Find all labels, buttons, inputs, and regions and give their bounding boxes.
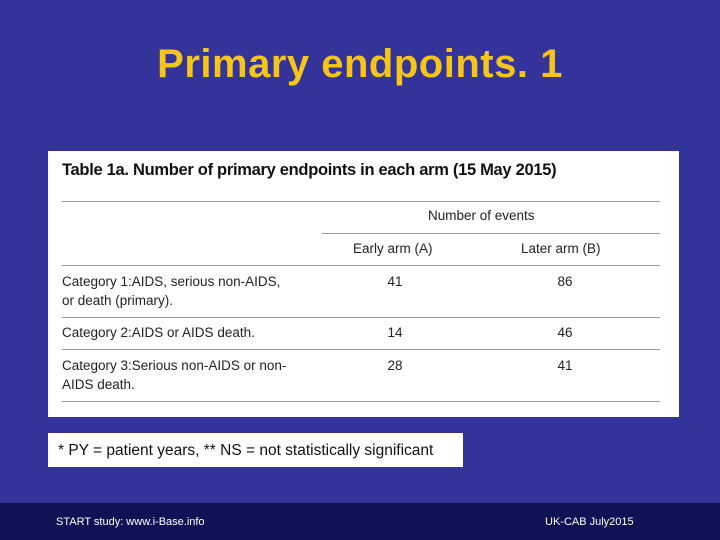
- table-caption: Table 1a. Number of primary endpoints in each arm (15 May 2015): [62, 161, 557, 179]
- row-3-label-line2: AIDS death.: [62, 377, 135, 392]
- endpoints-table: [48, 151, 679, 417]
- header-bottom-rule: [62, 265, 660, 266]
- row-3-later-value: 41: [557, 358, 573, 373]
- footer-event: UK-CAB July2015: [545, 516, 634, 528]
- row-1-early-value: 41: [387, 274, 403, 289]
- footer-source: START study: www.i-Base.info: [56, 516, 205, 528]
- row-2-label-line1: Category 2:AIDS or AIDS death.: [62, 325, 255, 340]
- footer-bar: [0, 503, 720, 540]
- group-header-rule: [322, 233, 660, 234]
- table-top-rule: [62, 201, 660, 202]
- slide-title: Primary endpoints. 1: [157, 42, 563, 86]
- row-1-later-value: 86: [557, 274, 573, 289]
- footnote-box: [48, 433, 463, 467]
- row-2-rule: [62, 349, 660, 350]
- row-1-rule: [62, 317, 660, 318]
- footnote-text: * PY = patient years, ** NS = not statistically significant: [58, 442, 434, 459]
- column-header-later-arm: Later arm (B): [521, 241, 601, 256]
- table-bottom-rule: [62, 401, 660, 402]
- row-1-label-line1: Category 1:AIDS, serious non-AIDS,: [62, 274, 281, 289]
- row-2-early-value: 14: [387, 325, 403, 340]
- row-3-label-line1: Category 3:Serious non-AIDS or non-: [62, 358, 287, 373]
- column-header-early-arm: Early arm (A): [353, 241, 433, 256]
- group-header: Number of events: [428, 208, 535, 223]
- row-1-label-line2: or death (primary).: [62, 293, 174, 308]
- row-3-early-value: 28: [387, 358, 403, 373]
- row-2-later-value: 46: [557, 325, 573, 340]
